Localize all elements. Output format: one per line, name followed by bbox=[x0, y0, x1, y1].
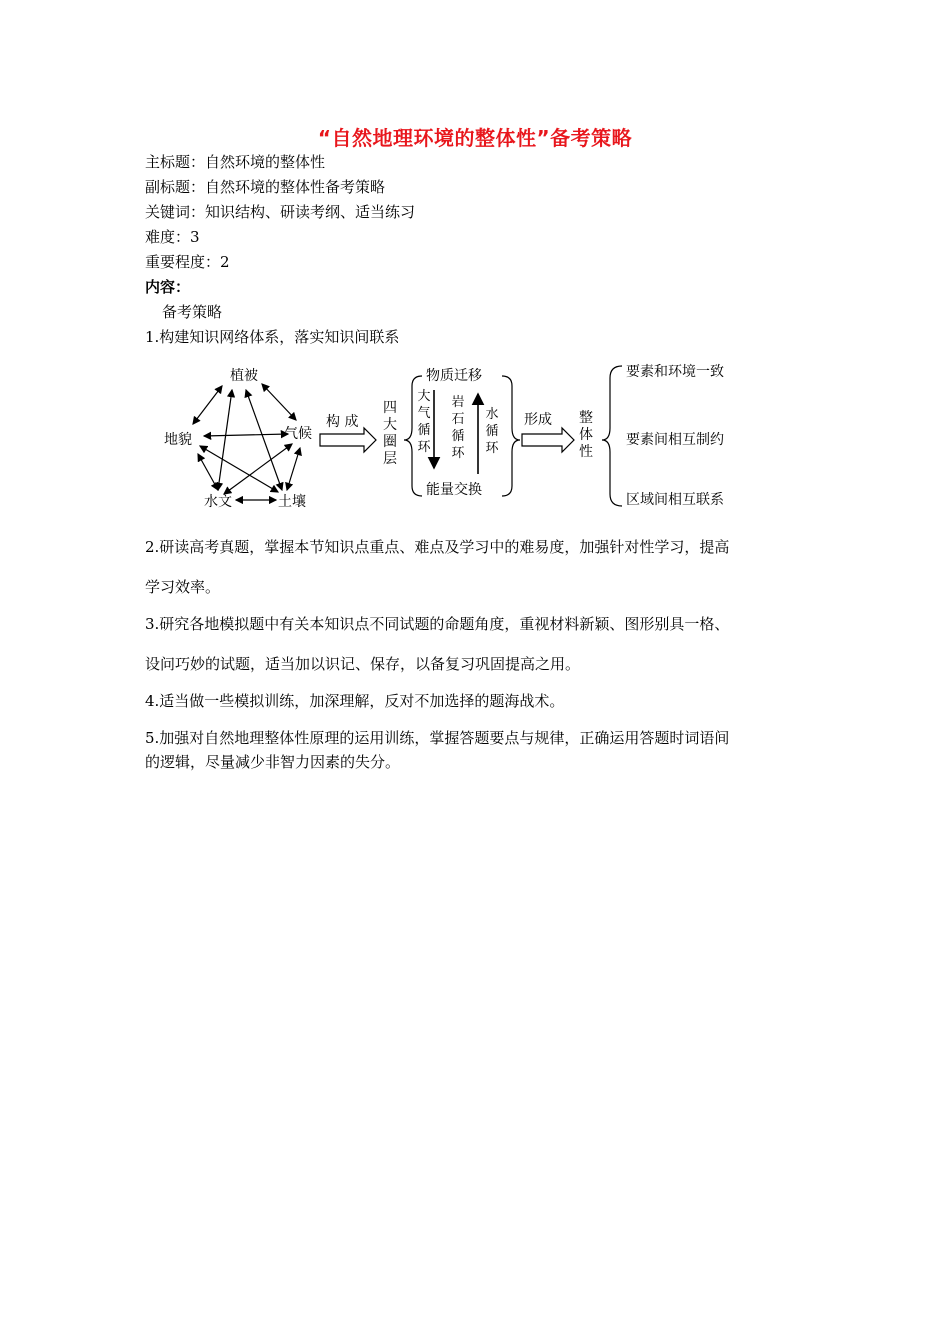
point-4-line-1: 4.适当做一些模拟训练，加深理解，反对不加选择的题海战术。 bbox=[145, 692, 565, 710]
point-5-cont bbox=[145, 752, 813, 772]
point-5 bbox=[145, 728, 813, 748]
point-3-line-1: 3.研究各地模拟题中有关本知识点不同试题的命题角度，重视材料新颖、图形别具一格、 bbox=[145, 615, 730, 633]
point-2 bbox=[145, 537, 813, 557]
main-title-line: 主标题：自然环境的整体性 bbox=[145, 153, 326, 171]
keywords-line: 关键词：知识结构、研读考纲、适当练习 bbox=[145, 203, 416, 221]
node-landform: 地貌 bbox=[164, 432, 192, 448]
node-climate: 气候 bbox=[284, 426, 312, 442]
section-heading: 备考策略 bbox=[162, 303, 223, 321]
energy-exchange: 能量交换 bbox=[426, 482, 482, 498]
difficulty-line: 难度：3 bbox=[145, 228, 200, 246]
result-connected: 区域间相互联系 bbox=[626, 492, 724, 508]
point-3-line-2: 设问巧妙的试题，适当加以识记、保存，以备复习巩固提高之用。 bbox=[145, 655, 581, 673]
water-cycle: 水循环 bbox=[485, 407, 499, 456]
node-hydrology: 水文 bbox=[204, 494, 232, 510]
atmosphere-cycle: 大气循环 bbox=[417, 389, 431, 455]
importance-line: 重要程度：2 bbox=[145, 253, 230, 271]
subtitle-line: 副标题：自然环境的整体性备考策略 bbox=[145, 178, 386, 196]
integrity: 整体性 bbox=[579, 410, 593, 460]
arrow-label-form: 形成 bbox=[524, 412, 552, 428]
point-3-cont bbox=[145, 654, 813, 674]
result-restrict: 要素间相互制约 bbox=[626, 432, 724, 448]
point-3 bbox=[145, 614, 813, 634]
point-2-line-2: 学习效率。 bbox=[145, 578, 221, 596]
point-4 bbox=[145, 691, 813, 711]
point-2-line-1: 2.研读高考真题，掌握本节知识点重点、难点及学习中的难易度，加强针对性学习，提高 bbox=[145, 538, 730, 556]
result-consistent: 要素和环境一致 bbox=[626, 364, 724, 380]
point-5-line-2: 的逻辑，尽量减少非智力因素的失分。 bbox=[145, 753, 401, 771]
content-label: 内容： bbox=[145, 278, 191, 296]
point-2-cont bbox=[145, 577, 813, 597]
rock-cycle: 岩石循环 bbox=[451, 395, 465, 461]
node-vegetation: 植被 bbox=[230, 368, 258, 384]
four-spheres: 四大圈层 bbox=[383, 400, 397, 467]
material-transfer: 物质迁移 bbox=[426, 368, 482, 384]
knowledge-network-diagram bbox=[160, 362, 750, 522]
page-title: “自然地理环境的整体性”备考策略 bbox=[317, 126, 633, 150]
arrow-label-compose: 构 成 bbox=[326, 414, 359, 430]
point-5-line-1: 5.加强对自然地理整体性原理的运用训练，掌握答题要点与规律，正确运用答题时词语间 bbox=[145, 729, 730, 747]
node-soil: 土壤 bbox=[278, 494, 306, 510]
point-1: 1.构建知识网络体系，落实知识间联系 bbox=[145, 328, 400, 346]
